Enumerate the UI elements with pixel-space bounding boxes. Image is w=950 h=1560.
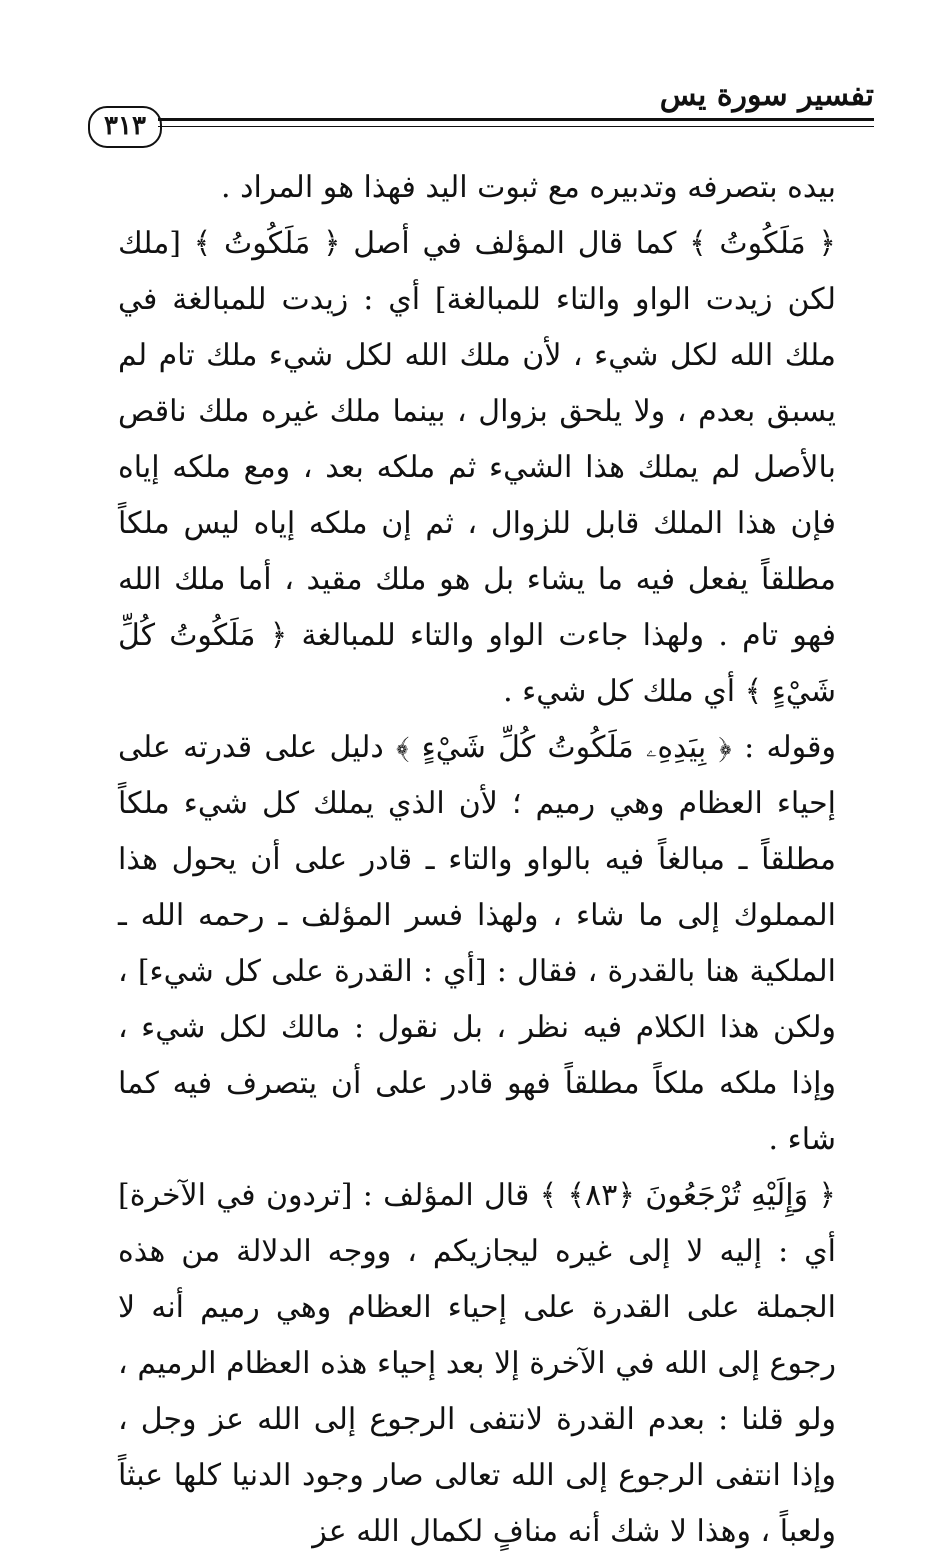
page-header [88, 78, 874, 148]
header-rule [158, 118, 874, 121]
page-number: ٣١٣ [88, 106, 162, 148]
paragraph-1: بيده بتصرفه وتدبيره مع ثبوت اليد فهذا هو المراد . [221, 170, 836, 205]
paragraph-3: وقوله : ﴿ بِيَدِهِۦ مَلَكُوتُ كُلِّ شَيْءٍ ﴾ دليل على قدرته على إحياء العظام وهي رميم ؛ لأن الذي يملك كل شيء ملكاً مطلقاً ـ مبالغاً فيه بالواو والتاء ـ قادر على أن يحول هذا المملوك إلى ما شاء ، ولهذا فسر المؤلف ـ رحمه الله ـ الملكية هنا بالقدرة ، فقال : [أي : القدرة على كل شيء] ، ولكن هذا الكلام فيه نظر ، بل نقول : مالك لكل شيء ، وإذا ملكه ملكاً مطلقاً فهو قادر على أن يتصرف فيه كما شاء . [118, 730, 836, 1157]
paragraph-2: ﴿ مَلَكُوتُ ﴾ كما قال المؤلف في أصل ﴿ مَلَكُوتُ ﴾ [ملك لكن زيدت الواو والتاء للمبالغة] أي : زيدت للمبالغة في ملك الله لكل شيء ، لأن ملك الله لكل شيء ملك تام لم يسبق بعدم ، ولا يلحق بزوال ، بينما ملك غيره ملك ناقص بالأصل لم يملك هذا الشيء ثم ملكه بعد ، ومع ملكه إياه فإن هذا الملك قابل للزوال ، ثم إن ملكه إياه ليس ملكاً مطلقاً يفعل فيه ما يشاء بل هو ملك مقيد ، أما ملك الله فهو تام . ولهذا جاءت الواو والتاء للمبالغة ﴿ مَلَكُوتُ كُلِّ شَيْءٍ ﴾ أي ملك كل شيء . [118, 226, 836, 709]
header-rule-thin [158, 126, 874, 127]
paragraph-4: ﴿ وَإِلَيْهِ تُرْجَعُونَ ﴿٨٣﴾ ﴾ قال المؤلف : [تردون في الآخرة] أي : إليه لا إلى غيره ليجازيكم ، ووجه الدلالة من هذه الجملة على القدرة على إحياء العظام وهي رميم أنه لا رجوع إلى الله في الآخرة إلا بعد إحياء هذه العظام الرميم ، ولو قلنا : بعدم القدرة لانتفى الرجوع إلى الله عز وجل ، وإذا انتفى الرجوع إلى الله تعالى صار وجود الدنيا كلها عبثاً ولعباً ، وهذا لا شك أنه منافٍ لكمال الله عز [118, 1178, 836, 1549]
body-text [118, 160, 864, 1560]
running-title: تفسير سورة يس [659, 78, 874, 113]
